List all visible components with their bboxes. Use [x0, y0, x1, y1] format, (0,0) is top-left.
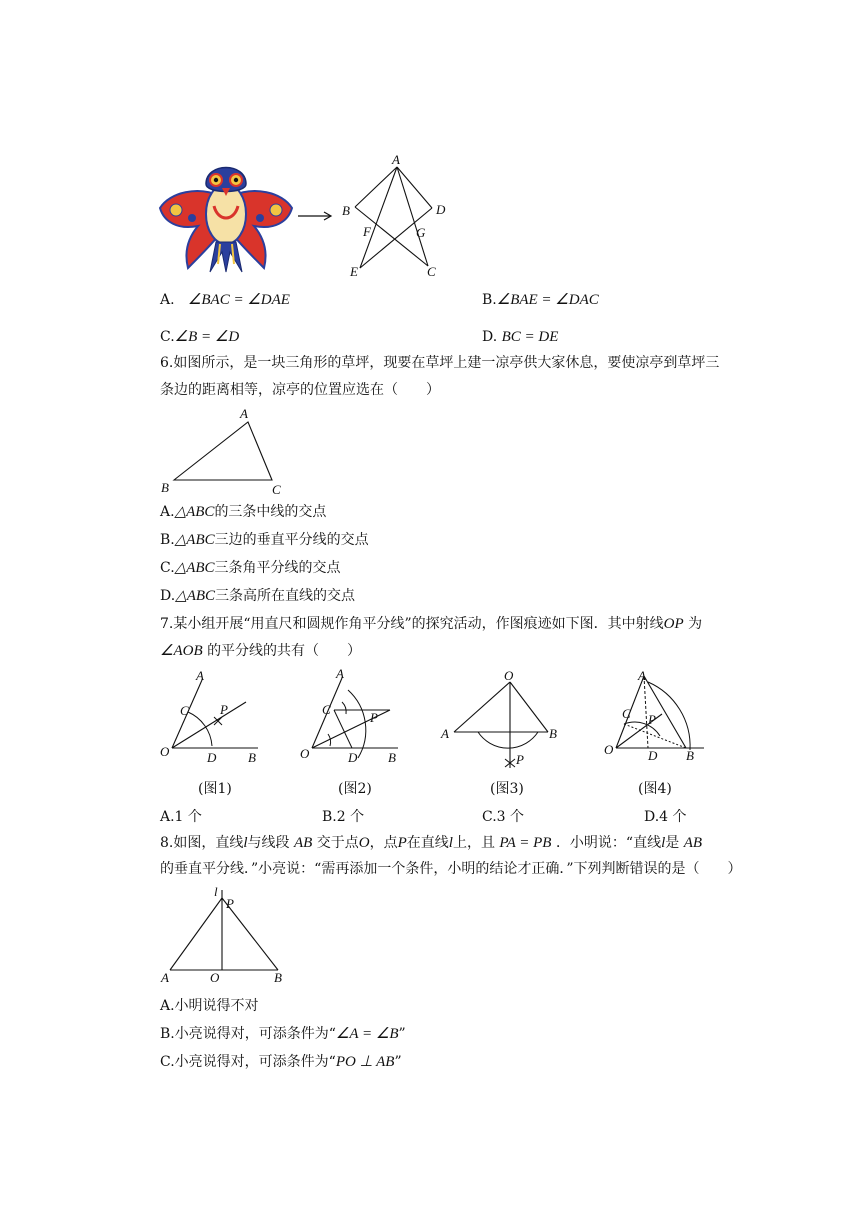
q8-t2: l [243, 835, 248, 851]
q7-question-line1 [160, 615, 702, 633]
q7-caption-1: (图1) [198, 781, 232, 797]
q8-option-c-text: C.小亮说得对，可添条件为“ [160, 1054, 336, 1070]
q7-f3-label-o: O [504, 668, 514, 683]
q5-option-c-prefix: C. [160, 329, 175, 345]
q6-option-d-tri: △ABC [175, 588, 216, 604]
q8-label-l: l [214, 884, 218, 899]
q6-option-c-text: 三条角平分线的交点 [214, 560, 341, 576]
q7-f1-label-d: D [207, 750, 217, 765]
q7-figure-4 [600, 666, 710, 770]
q7-f2-label-d: D [348, 750, 358, 765]
q8-option-b-math: ∠A = ∠B [335, 1026, 399, 1042]
q6-option-c[interactable] [160, 559, 341, 577]
q7-f2-label-b: B [388, 750, 396, 765]
arrow-right-icon [298, 210, 334, 222]
q8-t4: AB [293, 835, 313, 851]
q7-line1-tail: 为 [688, 616, 703, 632]
q8-option-c-math: PO ⊥ AB [335, 1054, 395, 1070]
q8-t14: l [661, 835, 666, 851]
q7-f4-label-o: O [604, 742, 614, 757]
q6-label-a: A [240, 406, 248, 421]
q7-question-line2 [160, 642, 361, 660]
q7-line2-text: 的平分线的共有（ ） [207, 643, 362, 659]
q8-t3: 与线段 [247, 835, 290, 851]
q8-label-b: B [274, 970, 282, 985]
q6-option-c-tri: △ABC [174, 560, 215, 576]
q8-t8: P [397, 835, 407, 851]
q7-caption-2: (图2) [338, 781, 372, 797]
q6-option-d-text: 三条高所在直线的交点 [215, 588, 356, 604]
q5-label-f: F [363, 224, 371, 239]
q5-option-b-math: ∠BAE = ∠DAC [496, 292, 599, 308]
q7-f4-label-a: A [638, 668, 646, 683]
q6-question-line1: 6.如图所示，是一块三角形的草坪，现要在草坪上建一凉亭供大家休息，要使凉亭到草坪三 [160, 355, 720, 371]
q6-option-a[interactable] [160, 503, 326, 521]
q5-option-b[interactable] [482, 291, 599, 309]
q8-t15: 是 [665, 835, 680, 851]
q8-t16: AB [683, 835, 703, 851]
q8-t6: O [358, 835, 370, 851]
q7-f4-label-d: D [648, 748, 658, 763]
q6-option-a-text: 的三条中线的交点 [214, 504, 327, 520]
q7-f1-label-o: O [160, 744, 170, 759]
q7-caption-4: (图4) [638, 781, 672, 797]
q6-option-c-prefix: C. [160, 560, 175, 576]
q7-f1-label-a: A [196, 668, 204, 683]
q5-option-a[interactable] [160, 291, 290, 309]
q7-f2-label-c: C [322, 702, 331, 717]
q6-option-d[interactable] [160, 587, 355, 605]
q8-t9: 在直线 [406, 835, 449, 851]
q6-option-a-tri: △ABC [174, 504, 215, 520]
q8-t7: ，点 [369, 835, 398, 851]
q6-option-b-text: 三边的垂直平分线的交点 [214, 532, 369, 548]
q6-option-b-tri: △ABC [174, 532, 215, 548]
q7-f2-label-a: A [336, 666, 344, 681]
q7-f3-label-a: A [441, 726, 449, 741]
q5-label-g: G [416, 225, 426, 240]
q5-option-d[interactable] [482, 328, 558, 346]
q5-option-a-prefix: A. [160, 292, 175, 308]
q5-option-c[interactable] [160, 328, 239, 346]
q7-line2-angle: ∠AOB [160, 643, 203, 659]
q8-option-c-suffix: ” [394, 1054, 402, 1070]
q5-option-d-math: BC = DE [501, 329, 559, 345]
q6-triangle-figure [160, 404, 290, 496]
q8-t1: 8.如图，直线 [160, 835, 244, 851]
q8-label-a: A [161, 970, 169, 985]
q8-t13: ．小明说：“直线 [555, 835, 662, 851]
q7-f2-label-o: O [300, 746, 310, 761]
q7-figure-2 [298, 668, 408, 768]
q8-option-c[interactable] [160, 1053, 402, 1071]
q8-t11: 上，且 [452, 835, 495, 851]
q7-f1-label-b: B [248, 750, 256, 765]
q7-f3-label-b: B [549, 726, 557, 741]
q5-label-c: C [427, 264, 436, 279]
q6-label-c: C [272, 482, 281, 497]
q7-option-c[interactable]: C.3 个 [482, 809, 525, 825]
q5-figure [340, 150, 450, 282]
q7-figure-1 [158, 668, 268, 768]
q8-option-a[interactable] [160, 997, 259, 1015]
q7-caption-3: (图3) [490, 781, 524, 797]
q8-t10: l [448, 835, 453, 851]
q5-label-e: E [350, 264, 358, 279]
q7-f1-label-c: C [180, 703, 189, 718]
q7-f4-label-c: C [622, 706, 631, 721]
q5-option-b-prefix: B. [482, 292, 497, 308]
q6-option-a-prefix: A. [160, 504, 175, 520]
q6-label-b: B [161, 480, 169, 495]
q8-question-line2: 的垂直平分线．”小亮说：“需再添加一个条件，小明的结论才正确．”下列判断错误的是（ ） [160, 861, 742, 877]
q7-f2-label-p: P [370, 710, 378, 725]
q5-option-a-math: ∠BAC = ∠DAE [187, 292, 290, 308]
q8-option-b[interactable] [160, 1025, 406, 1043]
q8-option-b-suffix: ” [398, 1026, 406, 1042]
q7-option-b[interactable]: B.2 个 [322, 809, 365, 825]
q7-f1-label-p: P [220, 702, 228, 717]
q8-t5: 交于点 [316, 835, 359, 851]
q8-t12: PA = PB [499, 835, 552, 851]
q7-f4-label-p: P [648, 712, 656, 727]
q7-line1-text: 7.某小组开展“用直尺和圆规作角平分线”的探究活动，作图痕迹如下图．其中射线 [160, 616, 664, 632]
q5-label-a: A [392, 152, 400, 167]
q7-option-d[interactable]: D.4 个 [644, 809, 687, 825]
q8-label-o: O [210, 970, 220, 985]
kite-image [158, 156, 294, 274]
q8-option-a-text: A.小明说得不对 [160, 998, 259, 1014]
q8-label-p: P [226, 896, 234, 911]
q8-question-line1 [160, 834, 702, 852]
q6-question-line2: 条边的距离相等，凉亭的位置应选在（ ） [160, 382, 440, 398]
q5-label-d: D [436, 202, 446, 217]
q7-figure-3 [438, 668, 564, 776]
q7-f4-label-b: B [686, 748, 694, 763]
q8-option-b-text: B.小亮说得对，可添条件为“ [160, 1026, 336, 1042]
q8-figure [160, 884, 290, 988]
q6-option-b-prefix: B. [160, 532, 175, 548]
q5-label-b: B [342, 203, 350, 218]
q7-option-a[interactable]: A.1 个 [160, 809, 202, 825]
q5-option-d-prefix: D. [482, 329, 498, 345]
q7-f3-label-p: P [516, 752, 524, 767]
q5-option-c-math: ∠B = ∠D [174, 329, 240, 345]
q7-line1-op: OP [663, 616, 684, 632]
q6-option-d-prefix: D. [160, 588, 176, 604]
q6-option-b[interactable] [160, 531, 369, 549]
